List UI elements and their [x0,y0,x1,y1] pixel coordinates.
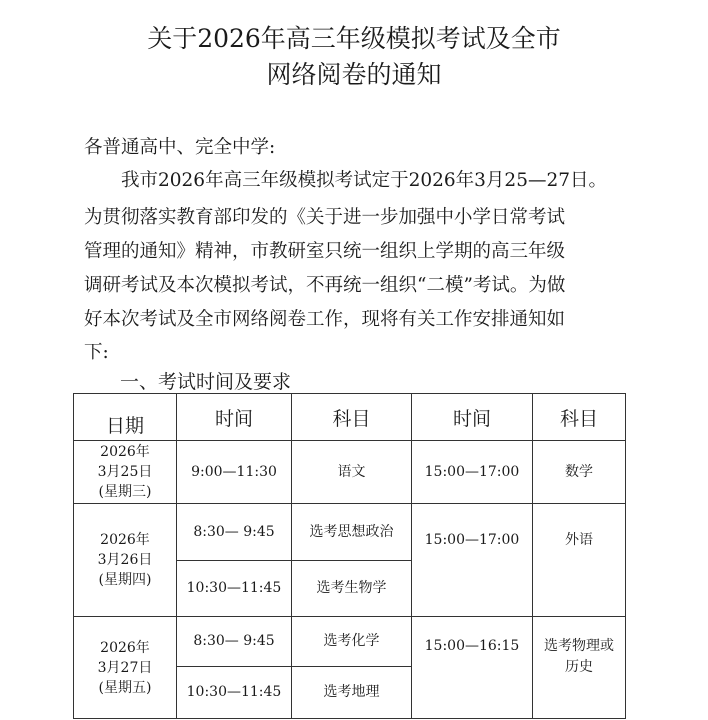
header-subject-am: 科目 [292,394,412,441]
date-cell-day1 [74,441,177,504]
header-subject-pm: 科目 [533,394,626,441]
time-cell: 15:00—17:00 [412,441,533,504]
date-day: 3月25日 [97,464,153,480]
subject-cell: 选考生物学 [292,561,412,617]
subject-cell: 选考思想政治 [292,504,412,561]
date-weekday: (星期三) [98,484,152,500]
time-cell: 15:00—17:00 [412,504,533,617]
body-line-1: 我市2026年高三年级模拟考试定于2026年3月25—27日。 [84,170,608,191]
exam-schedule-table [73,393,626,719]
date-day: 3月27日 [97,659,153,676]
table-row [74,617,626,667]
body-line-6: 下: [84,342,109,363]
salutation: 各普通高中、完全中学: [84,137,276,158]
notice-title-line-1: 关于2026年高三年级模拟考试及全市 [147,24,561,53]
time-cell: 8:30— 9:45 [177,504,292,561]
subject-line: 历史 [565,659,593,675]
body-line-4: 调研考试及本次模拟考试，不再统一组织“二模”考试。为做 [84,275,566,296]
date-year: 2026年 [100,532,150,548]
subject-cell: 数学 [533,441,626,504]
section-heading: 一、考试时间及要求 [120,371,292,393]
body-line-3: 管理的通知》精神，市教研室只统一组织上学期的高三年级 [84,241,566,262]
header-time-am: 时间 [177,394,292,441]
body-line-2: 为贯彻落实教育部印发的《关于进一步加强中小学日常考试 [84,207,566,228]
date-year: 2026年 [100,639,150,656]
table-row [74,441,626,504]
subject-cell: 语文 [292,441,412,504]
subject-cell: 外语 [533,504,626,617]
date-year: 2026年 [100,444,150,460]
time-cell: 10:30—11:45 [177,667,292,719]
date-cell-day2 [74,504,177,617]
date-day: 3月26日 [97,552,153,568]
subject-cell: 选考化学 [292,617,412,667]
header-time-pm: 时间 [412,394,533,441]
subject-line: 选考物理或 [544,638,614,654]
time-cell: 8:30— 9:45 [177,617,292,667]
time-cell: 9:00—11:30 [177,441,292,504]
date-weekday: (星期四) [98,572,152,588]
subject-cell-multiline [533,617,626,719]
time-cell: 15:00—16:15 [412,617,533,719]
date-weekday: (星期五) [98,679,152,696]
time-cell: 10:30—11:45 [177,561,292,617]
header-date: 日期 [74,394,177,441]
table-header-row [74,394,626,441]
date-cell-day3 [74,617,177,719]
body-line-5: 好本次考试及全市网络阅卷工作，现将有关工作安排通知如 [84,309,566,330]
notice-title-line-2: 网络阅卷的通知 [266,60,442,89]
subject-cell: 选考地理 [292,667,412,719]
table-row [74,504,626,561]
